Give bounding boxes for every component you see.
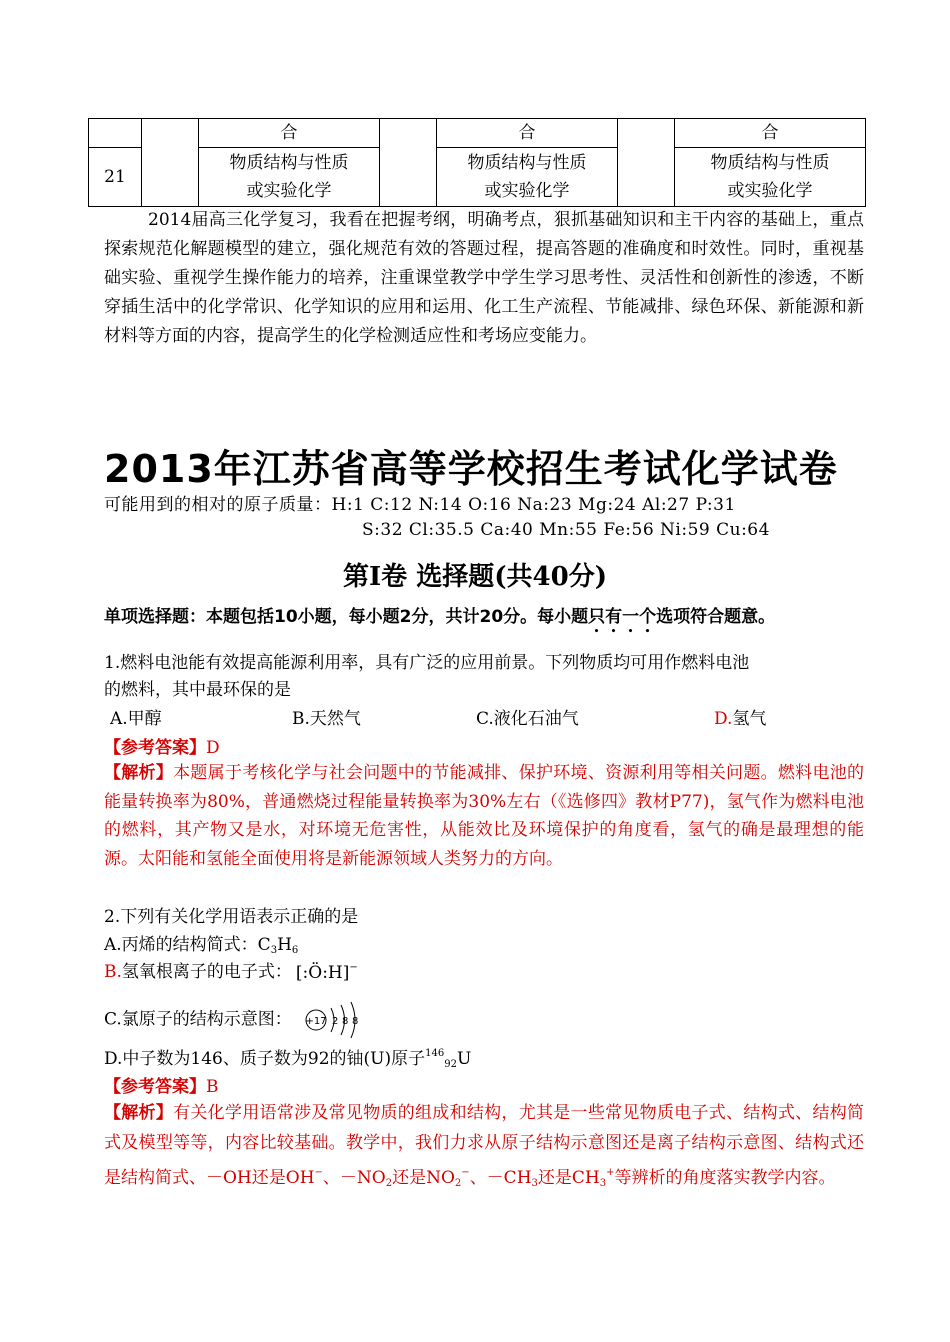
- q1-option-b: B.天然气: [292, 709, 361, 729]
- section-title: 第Ⅰ卷 选择题(共40分): [343, 562, 607, 592]
- q2-stem: 2.下列有关化学用语表示正确的是: [104, 907, 359, 927]
- q2-option-c: C.氯原子的结构示意图： +17 2 8 8: [104, 1000, 365, 1040]
- syllabus-table: [88, 118, 866, 207]
- table-cell: [142, 119, 199, 207]
- q2-option-a: A.丙烯的结构简式：$C_3H_6$: [104, 935, 299, 956]
- q1-stem-line-1: 1.燃料电池能有效提高能源利用率，具有广泛的应用前景。下列物质均可用作燃料电池: [104, 653, 750, 673]
- table-cell-number: 21: [89, 148, 142, 207]
- q2-analysis: 【解析】有关化学用语常涉及常见物质的组成和结构，尤其是一些常见物质电子式、结构式、结构简式及模型等等，内容比较基础。教学中，我们力求从原子结构示意图还是离子结构示意图、结构式还是结构简式、－OH还是OH−、$-NO_2$还是$NO_2^-$、$-CH_3$还是$CH_3^+$等辨析的角度落实教学内容。: [104, 1103, 865, 1189]
- atomic-mass-line-1: 可能用到的相对的原子质量：H:1 C:12 N:14 O:16 Na:23 Mg:24 Al:27 P:31: [104, 495, 736, 515]
- q1-option-c: C.液化石油气: [476, 709, 579, 729]
- table-cell: 物质结构与性质 或实验化学: [437, 148, 618, 207]
- svg-text:+17: +17: [305, 1016, 327, 1027]
- q1-option-a: A.甲醇: [110, 709, 162, 729]
- intro-paragraph: 2014届高三化学复习，我看在把握考纲，明确考点，狠抓基础知识和主干内容的基础上，重点探索规范化解题模型的建立，强化规范有效的答题过程，提高答题的准确度和时效性。同时，重视基础实验、重视学生操作能力的培养，注重课堂教学中学生学习思考性、灵活性和创新性的渗透，不断穿插生活中的化学常识、化学知识的应用和运用、化工生产流程、节能减排、绿色环保、新能源和新材料等方面的内容，提高学生的化学检测适应性和考场应变能力。: [104, 210, 864, 346]
- q1-stem-line-2: 的燃料，其中最环保的是: [104, 680, 291, 700]
- q2-answer: 【参考答案】B: [104, 1077, 219, 1097]
- svg-text:2: 2: [332, 1016, 339, 1027]
- page-title: 2013年江苏省高等学校招生考试化学试卷: [104, 447, 838, 491]
- table-row: [89, 148, 866, 207]
- svg-text:8: 8: [352, 1016, 359, 1027]
- q1-analysis: 【解析】本题属于考核化学与社会问题中的节能减排、保护环境、资源利用等相关问题。燃料电池的能量转换率为80%，普通燃烧过程能量转换率为30%左右（《选修四》教材P77)，氢气作为燃料电池的燃料，其产物又是水，对环境无危害性，从能效比及环境保护的角度看，氢气的确是最理想的能源。太阳能和氢能全面使用将是新能源领域人类努力的方向。: [104, 763, 865, 869]
- svg-text:8: 8: [342, 1016, 349, 1027]
- q1-option-d: D.氢气: [714, 709, 767, 729]
- chlorine-atom-diagram-icon: [303, 1000, 365, 1040]
- table-row: [89, 119, 866, 148]
- table-cell: 合: [675, 119, 866, 148]
- table-cell: [380, 119, 437, 207]
- electron-formula: [:Ö:H]−: [295, 962, 358, 983]
- table-cell: [618, 119, 675, 207]
- q1-answer: 【参考答案】D: [104, 738, 220, 758]
- table-cell: [89, 119, 142, 148]
- table-cell: 物质结构与性质 或实验化学: [199, 148, 380, 207]
- instructions: 单项选择题：本题包括10小题，每小题2分，共计20分。每小题只有一个选项符合题意。: [104, 607, 776, 627]
- table-cell: 合: [437, 119, 618, 148]
- table-cell: 合: [199, 119, 380, 148]
- table-cell: 物质结构与性质 或实验化学: [675, 148, 866, 207]
- atomic-mass-line-2: S:32 Cl:35.5 Ca:40 Mn:55 Fe:56 Ni:59 Cu:64: [362, 520, 770, 540]
- q2-option-b: B.氢氧根离子的电子式： [:Ö:H]−: [104, 962, 358, 983]
- emphasis-text: 只有一个: [588, 607, 657, 627]
- q2-option-d: D.中子数为146、质子数为92的铀(U)原子$^{146}_{92}$U: [104, 1048, 472, 1070]
